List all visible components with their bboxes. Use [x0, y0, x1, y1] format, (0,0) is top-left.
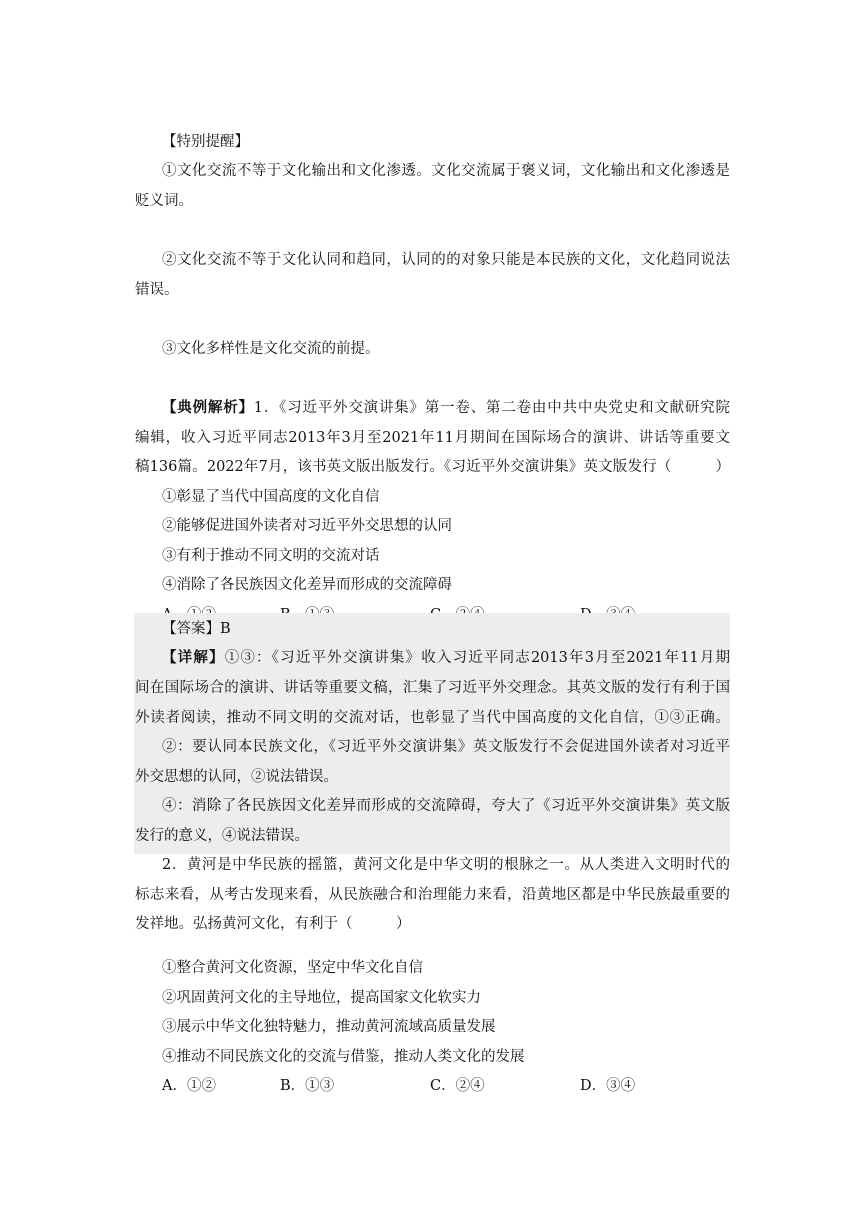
question-1-detail-line-5: 外交思想的认同，②说法错误。 — [135, 769, 338, 785]
reminder-item-1-line-2: 贬义词。 — [135, 193, 193, 209]
question-1-stem-line-1 — [162, 398, 730, 418]
detail-first: ①③：《习近平外交演讲集》收入习近平同志2013年3月至2021年11月期 — [224, 650, 730, 666]
question-1-item-4: ④消除了各民族因文化差异而形成的交流障碍 — [162, 577, 452, 593]
question-1-item-2: ②能够促进国外读者对习近平外交思想的认同 — [162, 518, 452, 534]
question-1-detail-line-7: 发行的意义，④说法错误。 — [135, 828, 309, 844]
reminder-item-2-line-1: ②文化交流不等于文化认同和趋同，认同的的对象只能是本民族的文化，文化趋同说法 — [162, 252, 730, 268]
question-2-stem-line-3: 发祥地。弘扬黄河文化，有利于（ ） — [135, 916, 411, 932]
reminder-heading: 【特别提醒】 — [162, 134, 249, 150]
question-2-item-1: ①整合黄河文化资源，坚定中华文化自信 — [162, 960, 423, 976]
detail-label: 【详解】 — [162, 649, 225, 666]
question-2-item-4: ④推动不同民族文化的交流与借鉴，推动人类文化的发展 — [162, 1049, 525, 1065]
question-1-detail-line-3: 外读者阅读，推动不同文明的交流对话，也彰显了当代中国高度的文化自信，①③正确。 — [135, 710, 730, 726]
question-1-detail-line-4: ②：要认同本民族文化，《习近平外交演讲集》英文版发行不会促进国外读者对习近平 — [162, 739, 730, 755]
question-2-option-c: C．②④ — [430, 1078, 485, 1094]
question-1-detail-line-2: 间在国际场合的演讲、讲话等重要文稿，汇集了习近平外交理念。其英文版的发行有利于国 — [135, 680, 730, 696]
question-2-stem-line-1: 2．黄河是中华民族的摇篮，黄河文化是中华文明的根脉之一。从人类进入文明时代的 — [162, 857, 730, 873]
reminder-item-1-line-1: ①文化交流不等于文化输出和文化渗透。文化交流属于褒义词，文化输出和文化渗透是 — [162, 163, 730, 179]
question-2-option-a: A．①② — [162, 1078, 216, 1094]
question-1-item-1: ①彰显了当代中国高度的文化自信 — [162, 489, 380, 505]
question-1-stem-line-2: 编辑，收入习近平同志2013年3月至2021年11月期间在国际场合的演讲、讲话等重要文 — [135, 430, 730, 446]
question-1-detail-line-6: ④：消除了各民族因文化差异而形成的交流障碍，夸大了《习近平外交演讲集》英文版 — [162, 798, 730, 814]
question-2-options — [162, 1076, 730, 1096]
reminder-item-3: ③文化多样性是文化交流的前提。 — [162, 341, 380, 357]
question-2-stem-line-2: 标志来看，从考古发现来看，从民族融合和治理能力来看，沿黄地区都是中华民族最重要的 — [135, 887, 730, 903]
example-label: 【典例解析】 — [162, 399, 254, 416]
question-2-option-b: B．①③ — [280, 1078, 335, 1094]
question-1-item-3: ③有利于推动不同文明的交流对话 — [162, 548, 380, 564]
question-1-answer: 【答案】B — [162, 621, 231, 637]
question-1-stem-first: 1．《习近平外交演讲集》第一卷、第二卷由中共中央党史和文献研究院 — [253, 400, 730, 416]
question-2-option-d: D．③④ — [580, 1078, 636, 1094]
question-1-detail-line-1 — [162, 648, 730, 668]
question-1-stem-line-3: 稿136篇。2022年7月，该书英文版出版发行。《习近平外交演讲集》英文版发行（ ） — [135, 459, 730, 475]
reminder-item-2-line-2: 错误。 — [135, 282, 179, 298]
question-2-item-3: ③展示中华文化独特魅力，推动黄河流域高质量发展 — [162, 1019, 496, 1035]
question-2-item-2: ②巩固黄河文化的主导地位，提高国家文化软实力 — [162, 990, 481, 1006]
